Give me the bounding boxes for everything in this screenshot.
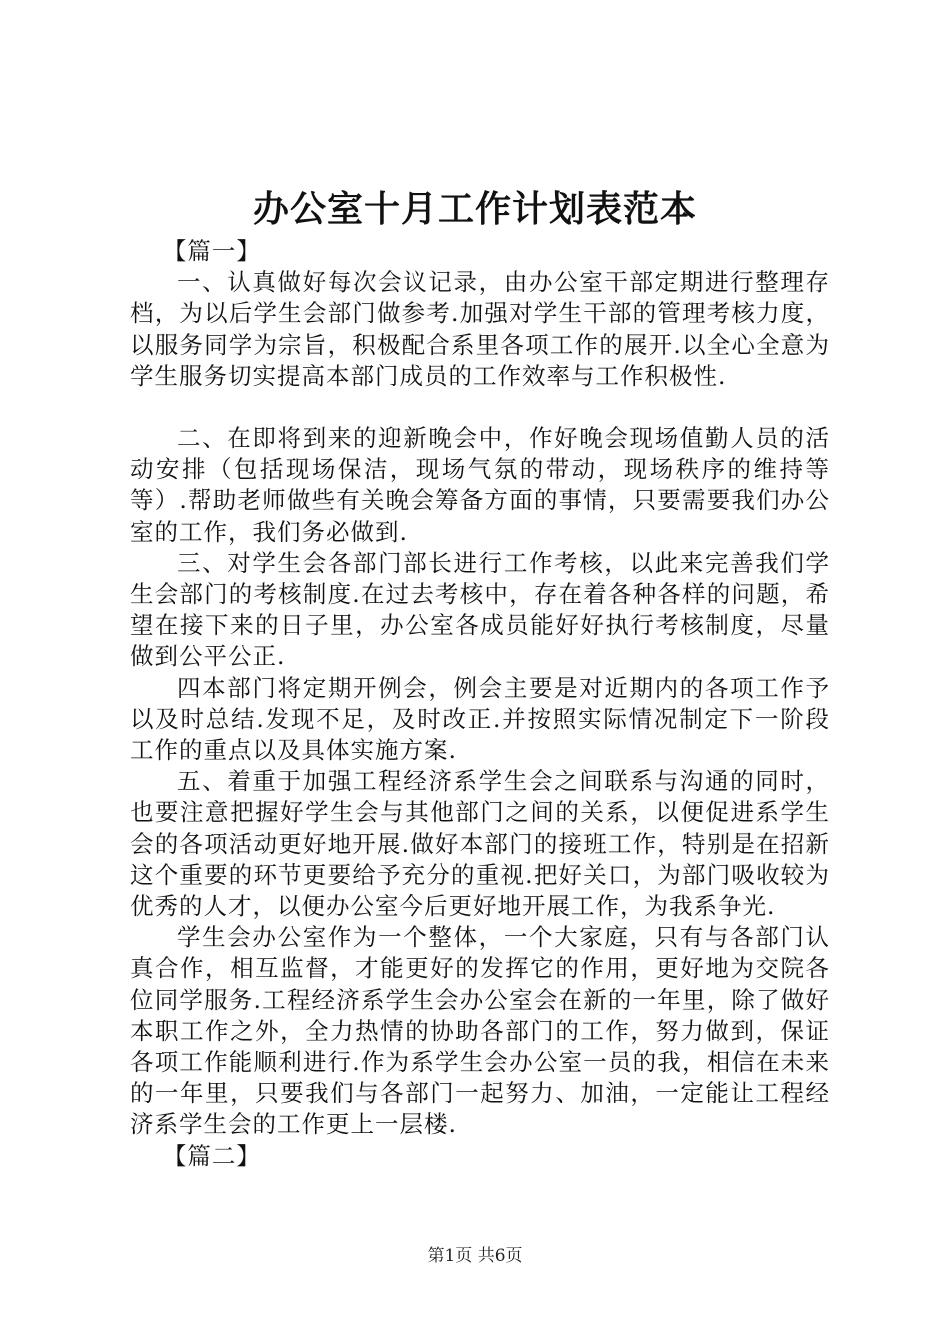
document-title: 办公室十月工作计划表范本 [252,188,697,230]
section-heading-1: 【篇一】 [162,237,261,265]
section-heading-2: 【篇二】 [162,1141,261,1170]
paragraph-6: 学生会办公室作为一个整体，一个大家庭，只有与各部门认真合作，相互监督，才能更好的发挥它的作用，更好地为交院各位同学服务.工程经济系学生会办公室会在新的一年里，除了做好本职工作之外，全力热情的协助各部门的工作，努力做到，保证各项工作能顺利进行.作为系学生会办公室一员的我，相信在未来的一年里，只要我们与各部门一起努力、加油，一定能让工程经济系学生会的工作更上一层楼. [130,923,830,1139]
document-body [130,236,830,1172]
paragraph-gap [130,392,830,423]
paragraph-4: 四本部门将定期开例会，例会主要是对近期内的各项工作予以及时总结.发现不足，及时改正.并按照实际情况制定下一阶段工作的重点以及具体实施方案. [130,673,830,765]
paragraph-3: 三、对学生会各部门部长进行工作考核，以此来完善我们学生会部门的考核制度.在过去考核中，存在着各种各样的问题，希望在接下来的日子里，办公室各成员能好好执行考核制度，尽量做到公平公正. [130,548,830,671]
paragraph-5: 五、着重于加强工程经济系学生会之间联系与沟通的同时，也要注意把握好学生会与其他部门之间的关系，以便促进系学生会的各项活动更好地开展.做好本部门的接班工作，特别是在招新这个重要的环节更要给予充分的重视.把好关口，为部门吸收较为优秀的人才，以便办公室今后更好地开展工作，为我系争光. [130,767,830,921]
paragraph-1: 一、认真做好每次会议记录，由办公室干部定期进行整理存档，为以后学生会部门做参考.加强对学生干部的管理考核力度，以服务同学为宗旨，积极配合系里各项工作的展开.以全心全意为学生服务切实提高本部门成员的工作效率与工作积极性. [130,268,830,390]
page-footer: 第1页 共6页 [427,1246,523,1266]
paragraph-2: 二、在即将到来的迎新晚会中，作好晚会现场值勤人员的活动安排（包括现场保洁，现场气氛的带动，现场秩序的维持等等）.帮助老师做些有关晚会筹备方面的事情，只要需要我们办公室的工作，我们务必做到. [130,424,830,546]
